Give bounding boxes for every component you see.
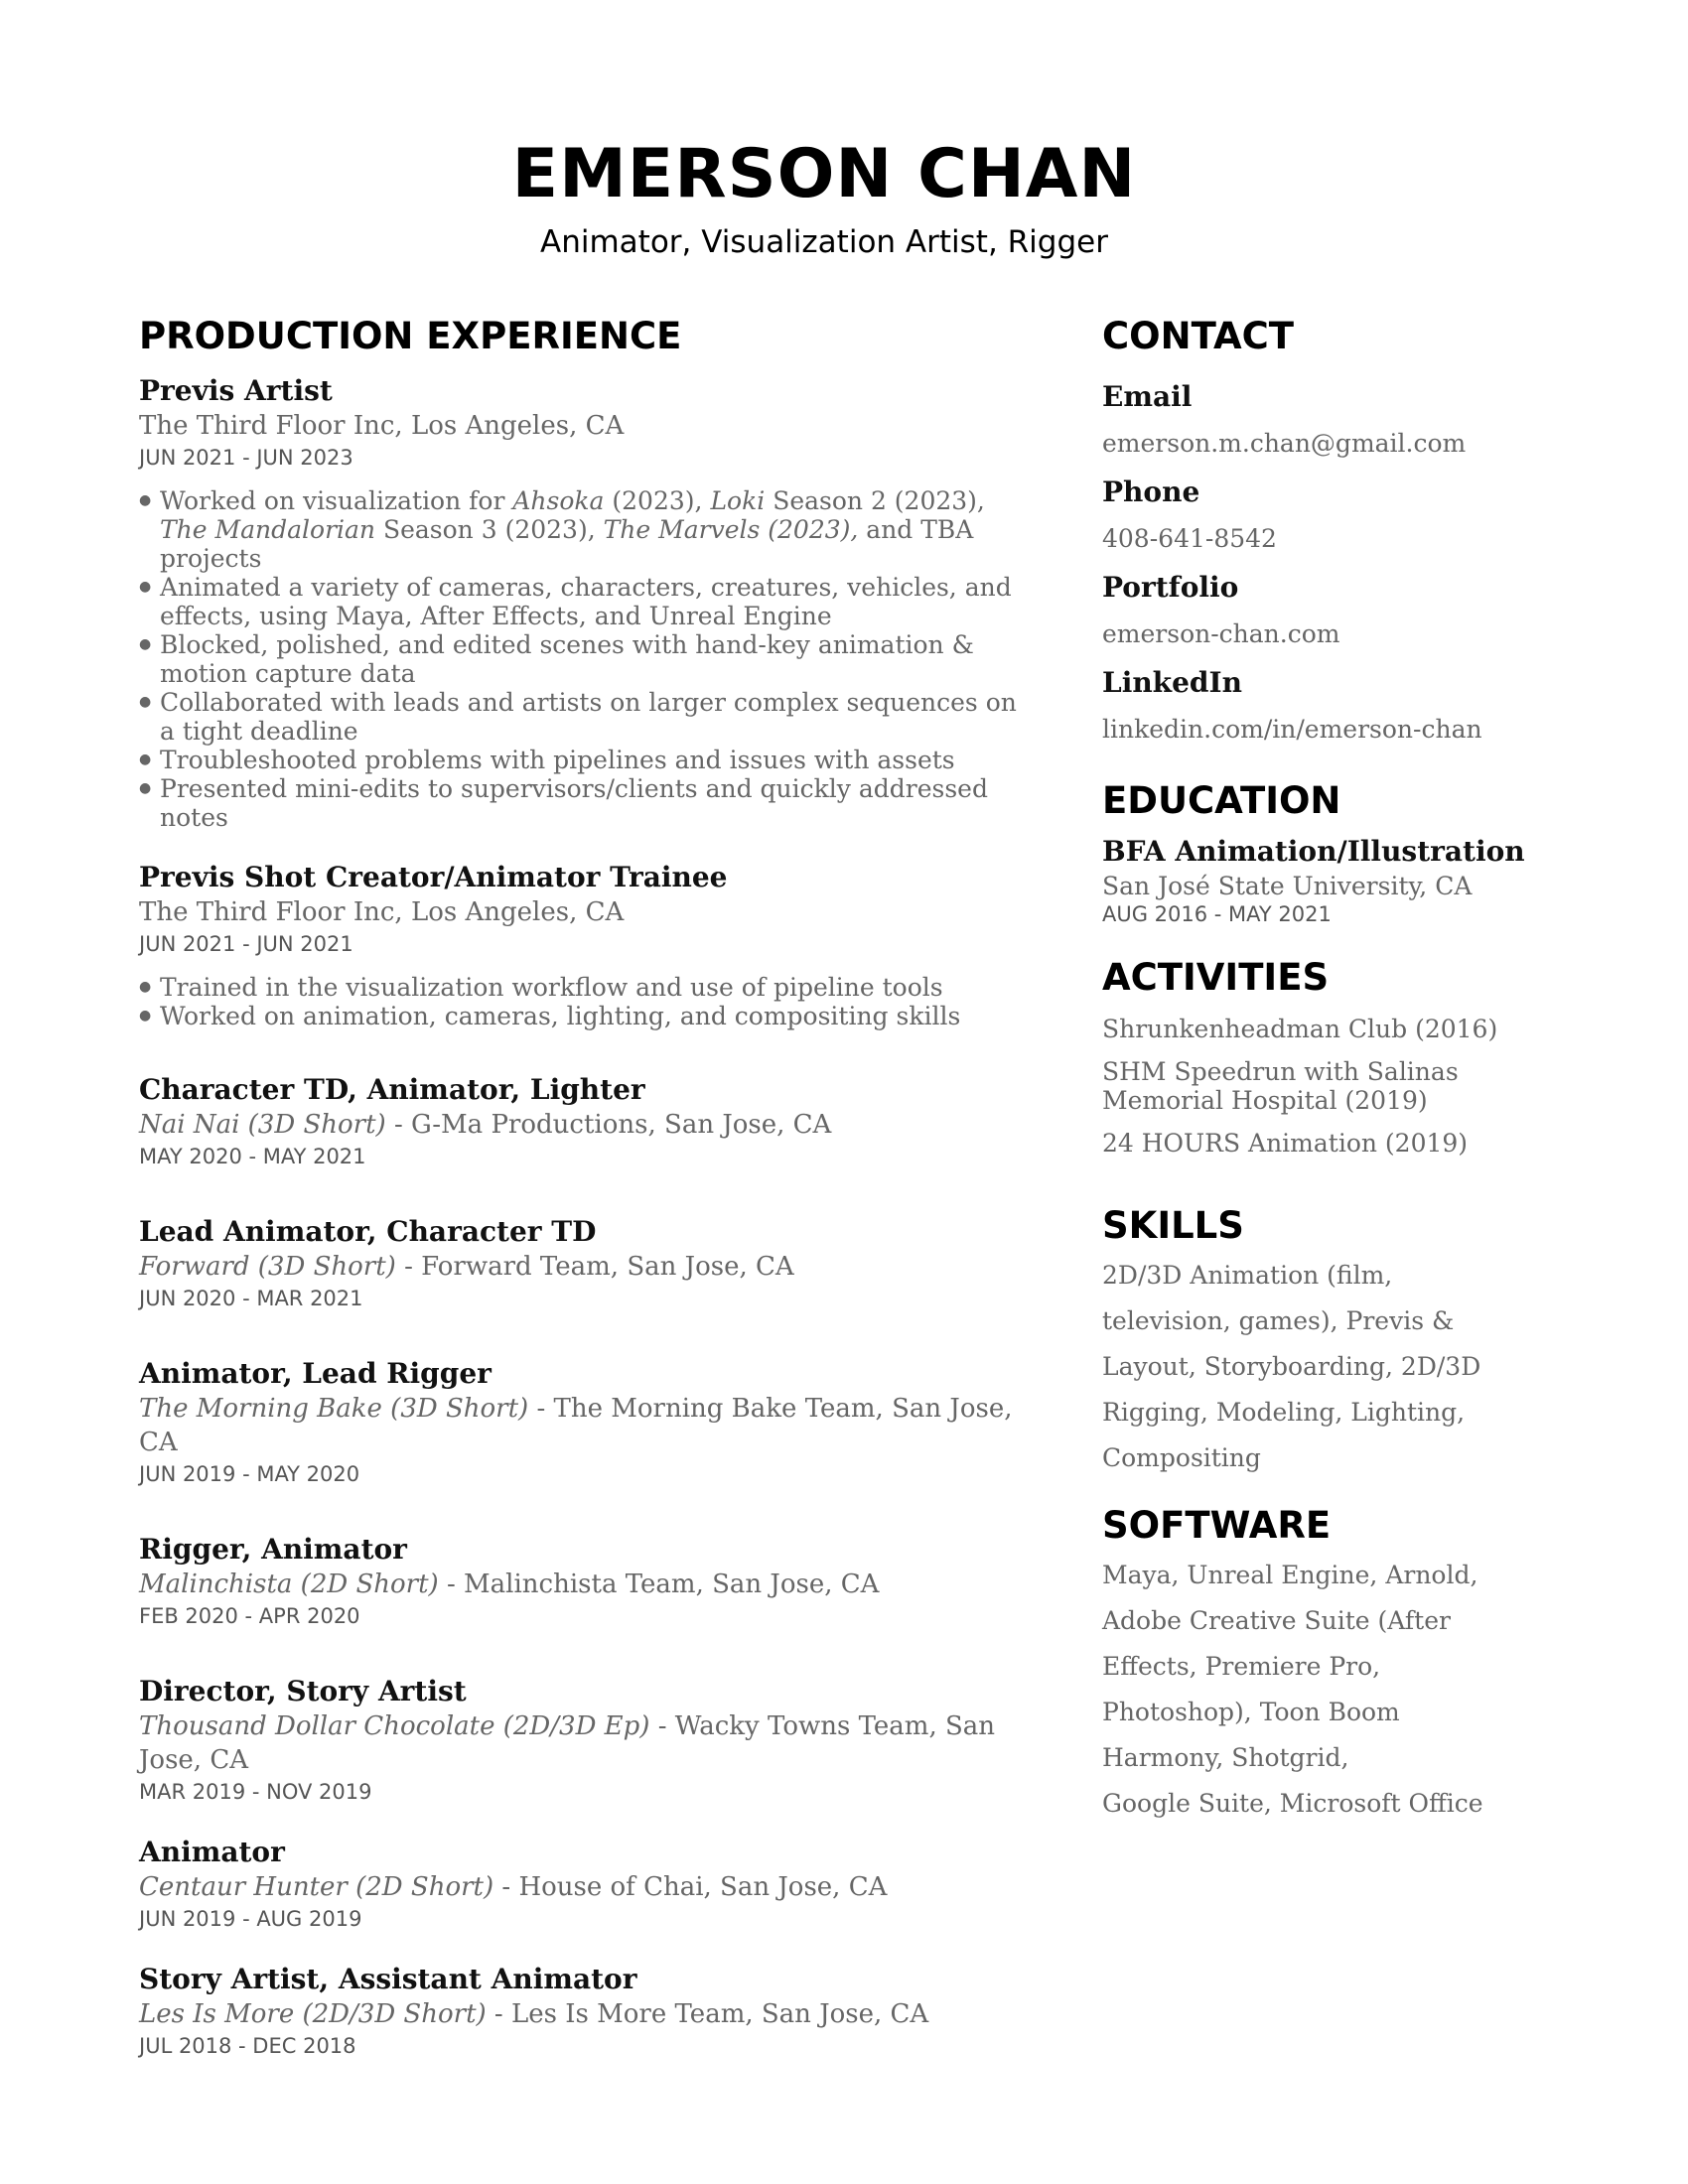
skills-heading: SKILLS <box>1102 1204 1244 1247</box>
bullet-title-italic: The Marvels (2023), <box>603 515 859 544</box>
job-entry <box>139 1962 1033 2061</box>
portfolio-link[interactable]: emerson-chan.com <box>1102 619 1340 648</box>
skills-line: Rigging, Modeling, Lighting, <box>1102 1398 1466 1427</box>
bullet-item <box>139 973 1033 1002</box>
bullet-item <box>139 774 1033 832</box>
work-studio: - Les Is More Team, San Jose, CA <box>486 1999 929 2029</box>
work-title: Nai Nai (3D Short) <box>139 1110 386 1140</box>
bullet-text: Season 2 (2023), <box>765 486 985 515</box>
work-title: Thousand Dollar Chocolate (2D/3D Ep) <box>139 1711 650 1741</box>
bullet-text: (2023), <box>604 486 711 515</box>
skills-line: 2D/3D Animation (film, <box>1102 1261 1393 1290</box>
activity-item: 24 HOURS Animation (2019) <box>1102 1129 1469 1158</box>
software-line: Photoshop), Toon Boom <box>1102 1698 1400 1726</box>
software-line: Adobe Creative Suite (After <box>1102 1606 1451 1635</box>
job-entry <box>139 1072 1033 1171</box>
bullet-dot-icon: ● <box>139 579 152 595</box>
skills-line: television, games), Previs & <box>1102 1306 1455 1335</box>
job-entry <box>139 1674 1033 1807</box>
bullet-title-italic: Loki <box>710 486 766 515</box>
bullet-title-italic: The Mandalorian <box>160 515 376 544</box>
education-dates: AUG 2016 - MAY 2021 <box>1102 902 1332 926</box>
job-company: The Third Floor Inc, Los Angeles, CA <box>139 897 625 927</box>
job-entry <box>139 373 1033 832</box>
bullet-text: Blocked, polished, and edited scenes with hand-key animation & motion capture data <box>160 630 974 688</box>
bullet-text: Presented mini-edits to supervisors/clients and quickly addressed notes <box>160 774 988 832</box>
job-dates: MAR 2019 - NOV 2019 <box>139 1780 372 1804</box>
job-title: Story Artist, Assistant Animator <box>139 1963 637 1995</box>
skills-text <box>1102 1253 1539 1481</box>
education-heading: EDUCATION <box>1102 779 1341 822</box>
work-title: Centaur Hunter (2D Short) <box>139 1872 494 1902</box>
bullet-text: Collaborated with leads and artists on larger complex sequences on a tight deadline <box>160 688 1017 746</box>
job-dates: MAY 2020 - MAY 2021 <box>139 1145 366 1168</box>
work-studio: - House of Chai, San Jose, CA <box>493 1872 888 1902</box>
job-bullets <box>139 486 1033 832</box>
job-dates: JUN 2019 - AUG 2019 <box>139 1907 362 1931</box>
software-line: Harmony, Shotgrid, <box>1102 1743 1349 1772</box>
activities-list <box>1102 1015 1539 1158</box>
skills-line: Compositing <box>1102 1443 1261 1472</box>
job-company <box>139 1392 1033 1459</box>
job-company <box>139 1108 1033 1142</box>
job-company <box>139 1709 1033 1777</box>
software-text <box>1102 1553 1539 1827</box>
work-title: Malinchista (2D Short) <box>139 1570 439 1599</box>
job-entry <box>139 1356 1033 1489</box>
bullet-item <box>139 1002 1033 1030</box>
bullet-title-italic: Ahsoka <box>512 486 605 515</box>
job-title: Animator <box>139 1836 285 1868</box>
bullet-dot-icon: ● <box>139 979 152 995</box>
skills-line: Layout, Storyboarding, 2D/3D <box>1102 1352 1481 1381</box>
job-dates: JUN 2020 - MAR 2021 <box>139 1287 363 1310</box>
job-dates: JUN 2021 - JUN 2021 <box>139 932 353 956</box>
bullet-text: Worked on visualization for <box>160 486 513 515</box>
work-studio: - G-Ma Productions, San Jose, CA <box>385 1110 832 1140</box>
work-studio: - The Morning Bake Team, San Jose, CA <box>139 1394 1013 1457</box>
candidate-name: EMERSON CHAN <box>511 135 1137 213</box>
work-title: Forward (3D Short) <box>139 1252 396 1282</box>
bullet-text: Animated a variety of cameras, characters, creatures, vehicles, and effects, using Maya, After Effects, and Unreal Engine <box>160 573 1012 630</box>
work-title: Les Is More (2D/3D Short) <box>139 1999 487 2029</box>
job-title: Director, Story Artist <box>139 1675 467 1707</box>
experience-column <box>139 314 1033 2061</box>
bullet-dot-icon: ● <box>139 694 152 710</box>
bullet-item <box>139 630 1033 688</box>
bullet-item <box>139 573 1033 630</box>
bullet-text: Season 3 (2023), <box>375 515 604 544</box>
email-value[interactable]: emerson.m.chan@gmail.com <box>1102 429 1467 458</box>
contact-heading: CONTACT <box>1102 315 1294 357</box>
job-bullets <box>139 973 1033 1030</box>
bullet-dot-icon: ● <box>139 492 152 508</box>
bullet-dot-icon: ● <box>139 780 152 796</box>
job-dates: JUL 2018 - DEC 2018 <box>139 2034 356 2058</box>
job-entry <box>139 1835 1033 1934</box>
job-dates: FEB 2020 - APR 2020 <box>139 1604 360 1628</box>
software-line: Maya, Unreal Engine, Arnold, <box>1102 1561 1478 1589</box>
work-studio: - Malinchista Team, San Jose, CA <box>438 1570 880 1599</box>
job-dates: JUN 2021 - JUN 2023 <box>139 446 353 470</box>
phone-value[interactable]: 408-641-8542 <box>1102 524 1277 553</box>
activities-heading: ACTIVITIES <box>1102 956 1330 999</box>
linkedin-link[interactable]: linkedin.com/in/emerson-chan <box>1102 715 1482 744</box>
job-company <box>139 1250 1033 1284</box>
job-company <box>139 1870 1033 1904</box>
work-title: The Morning Bake (3D Short) <box>139 1394 529 1424</box>
bullet-text: Troubleshooted problems with pipelines and issues with assets <box>160 746 955 774</box>
bullet-dot-icon: ● <box>139 636 152 652</box>
portfolio-label: Portfolio <box>1102 571 1239 604</box>
job-entry <box>139 860 1033 1030</box>
software-line: Google Suite, Microsoft Office <box>1102 1789 1483 1818</box>
job-title: Animator, Lead Rigger <box>139 1357 492 1390</box>
sidebar-column <box>1102 314 1539 1827</box>
resume-header <box>0 135 1648 262</box>
school-name: San José State University, CA <box>1102 872 1473 900</box>
work-studio: - Forward Team, San Jose, CA <box>395 1252 794 1282</box>
job-company <box>139 1997 1033 2031</box>
activity-item: SHM Speedrun with Salinas Memorial Hospital (2019) <box>1102 1057 1459 1115</box>
job-title: Rigger, Animator <box>139 1533 407 1566</box>
bullet-text: and TBA projects <box>160 515 974 573</box>
work-studio: - Wacky Towns Team, San Jose, CA <box>139 1711 996 1775</box>
software-line: Effects, Premiere Pro, <box>1102 1652 1381 1681</box>
job-entry <box>139 1532 1033 1631</box>
email-label: Email <box>1102 380 1193 413</box>
job-company <box>139 1568 1033 1601</box>
bullet-item <box>139 486 1033 573</box>
bullet-text: Trained in the visualization workflow and use of pipeline tools <box>160 973 943 1002</box>
software-heading: SOFTWARE <box>1102 1504 1332 1547</box>
job-entry <box>139 1214 1033 1313</box>
bullet-text: Worked on animation, cameras, lighting, and compositing skills <box>160 1002 961 1030</box>
activity-item: Shrunkenheadman Club (2016) <box>1102 1015 1498 1043</box>
job-dates: JUN 2019 - MAY 2020 <box>139 1462 360 1486</box>
job-title: Previs Shot Creator/Animator Trainee <box>139 861 728 893</box>
job-title: Character TD, Animator, Lighter <box>139 1073 645 1106</box>
job-company: The Third Floor Inc, Los Angeles, CA <box>139 411 625 441</box>
linkedin-label: LinkedIn <box>1102 666 1242 699</box>
phone-label: Phone <box>1102 476 1200 508</box>
experience-heading: PRODUCTION EXPERIENCE <box>139 315 682 357</box>
degree-title: BFA Animation/Illustration <box>1102 835 1525 868</box>
bullet-item <box>139 688 1033 746</box>
bullet-item <box>139 746 1033 774</box>
bullet-dot-icon: ● <box>139 751 152 767</box>
candidate-tagline: Animator, Visualization Artist, Rigger <box>540 224 1108 260</box>
job-title: Lead Animator, Character TD <box>139 1215 597 1248</box>
job-title: Previs Artist <box>139 374 333 407</box>
bullet-dot-icon: ● <box>139 1008 152 1024</box>
